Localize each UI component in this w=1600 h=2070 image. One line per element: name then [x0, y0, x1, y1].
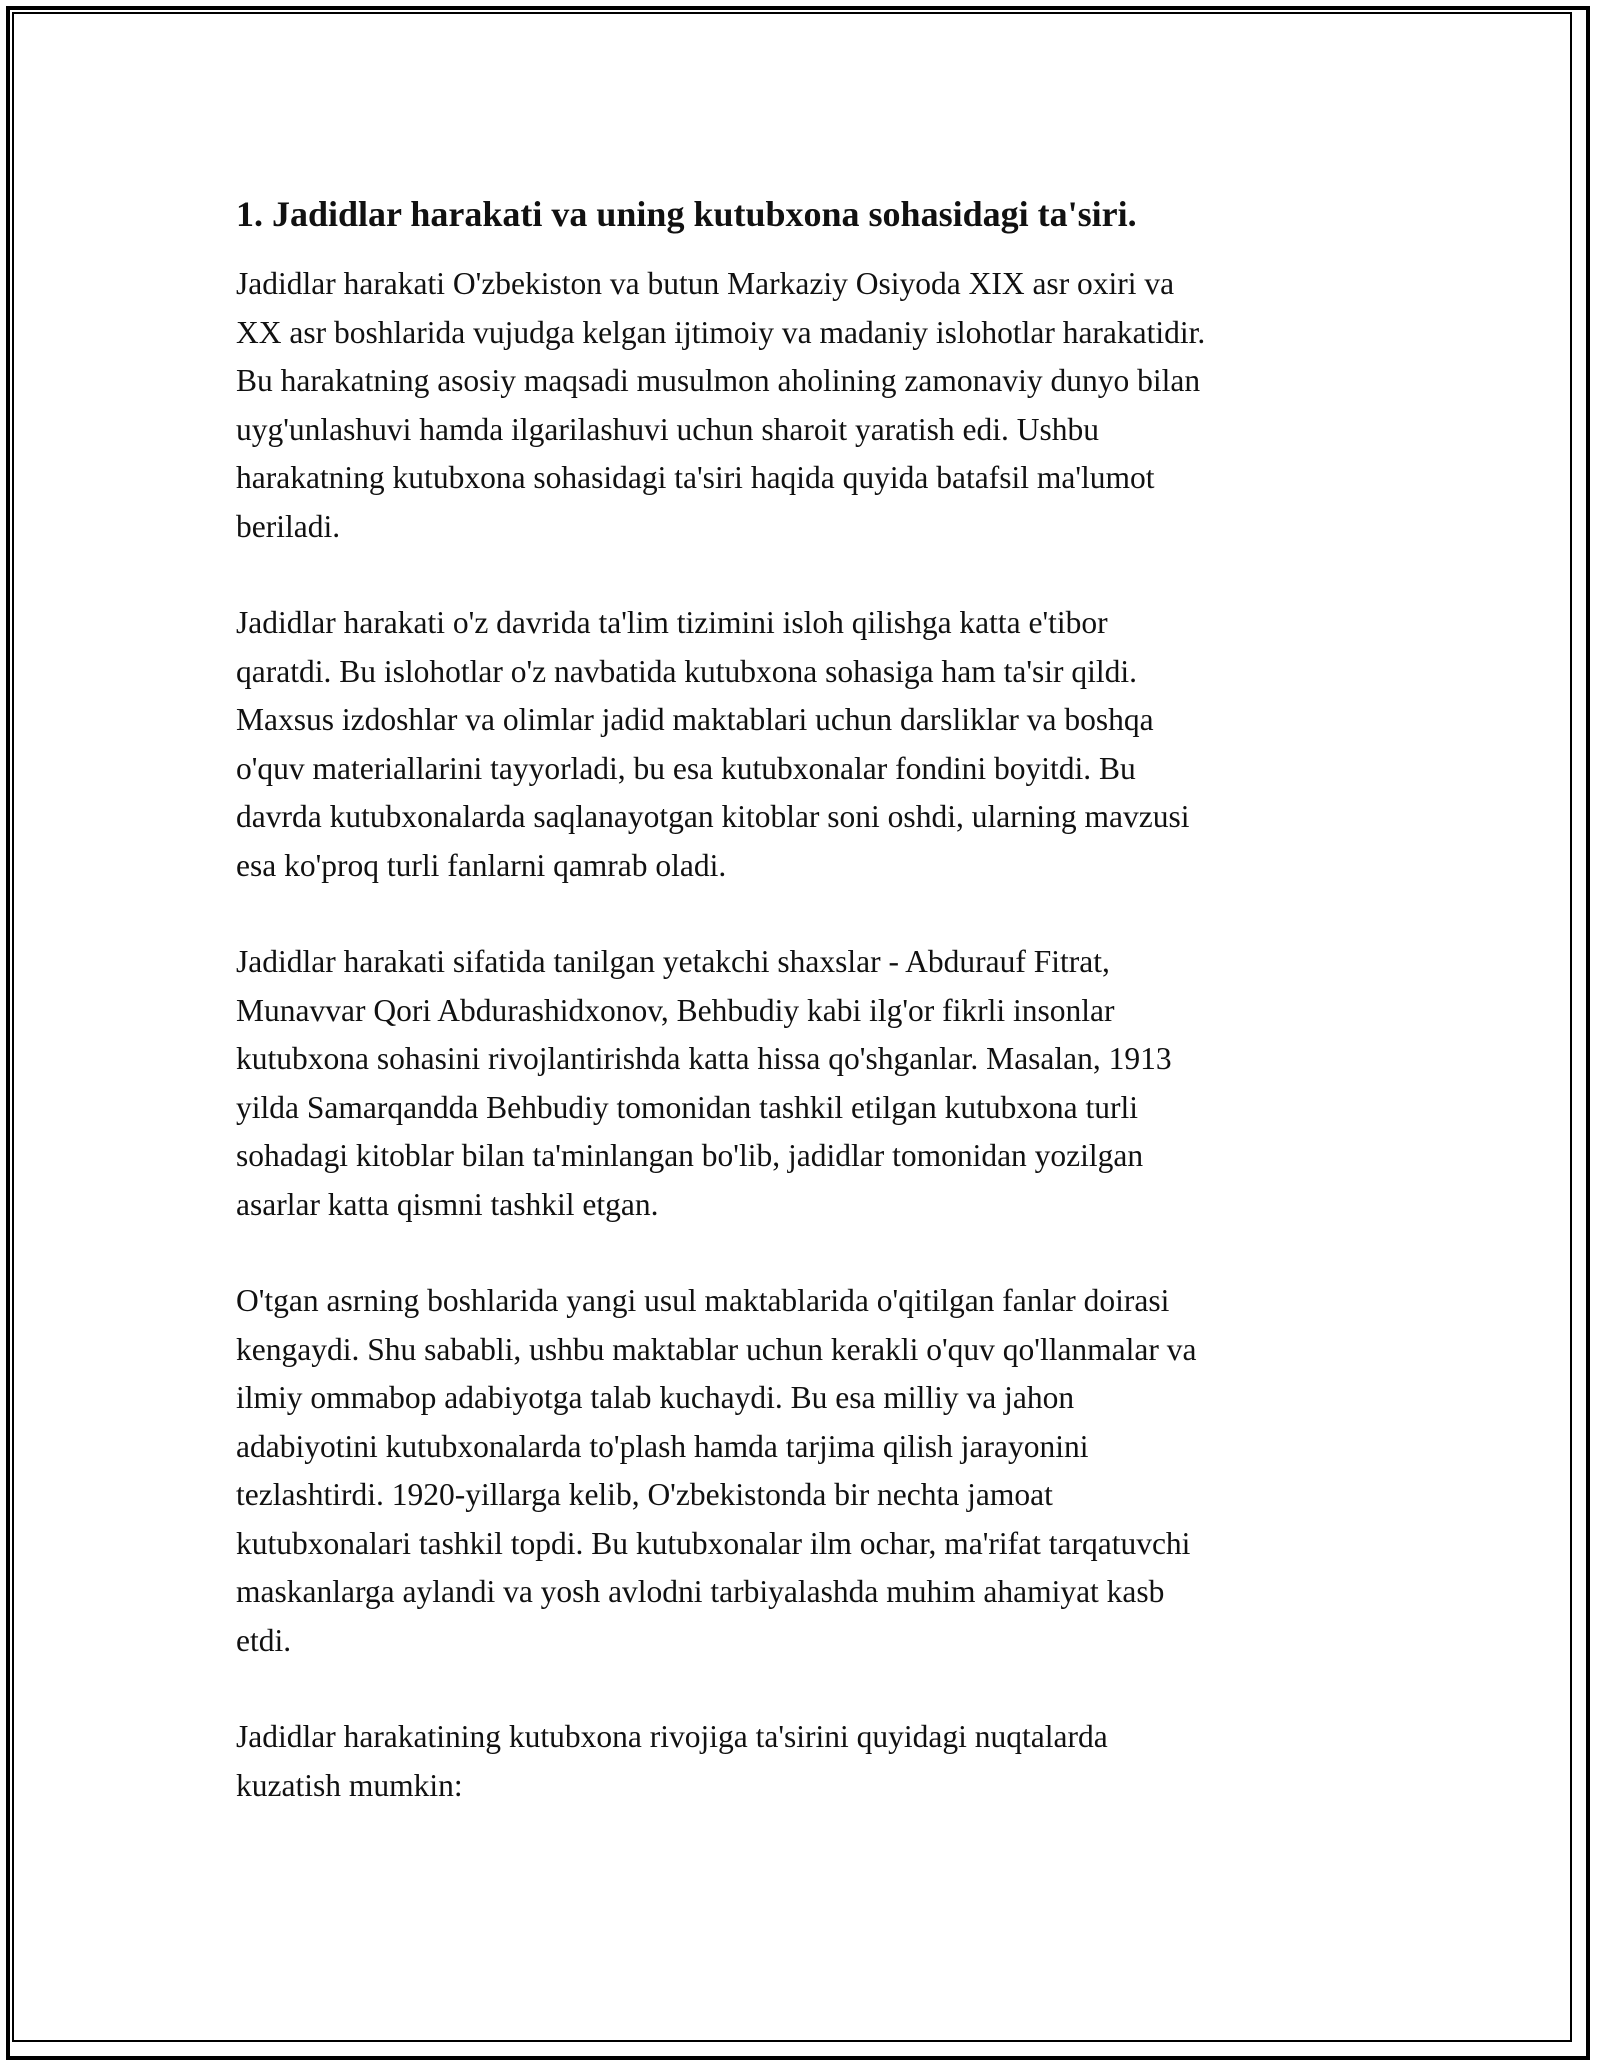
paragraph-line: Jadidlar harakati O'zbekiston va butun Markaziy Osiyoda XIX asr oxiri va: [236, 266, 1175, 301]
paragraph-line: kuzatish mumkin:: [236, 1767, 463, 1803]
section-heading: 1. Jadidlar harakati va uning kutubxona sohasidagi ta'siri.: [236, 194, 1137, 234]
paragraph-line: adabiyotini kutubxonalarda to'plash hamda tarjima qilish jarayonini: [236, 1428, 1089, 1464]
paragraph-line: qaratdi. Bu islohotlar o'z navbatida kutubxona sohasiga ham ta'sir qildi.: [236, 653, 1138, 689]
paragraph-line: asarlar katta qismni tashkil etgan.: [236, 1186, 659, 1222]
paragraph-line: tezlashtirdi. 1920-yillarga kelib, O'zbekistonda bir nechta jamoat: [236, 1477, 1053, 1512]
paragraph-line: kengaydi. Shu sababli, ushbu maktablar uchun kerakli o'quv qo'llanmalar va: [236, 1331, 1197, 1367]
paragraph-line: XX asr boshlarida vujudga kelgan ijtimoiy va madaniy islohotlar harakatidir.: [236, 314, 1206, 350]
paragraph-line: ilmiy ommabop adabiyotga talab kuchaydi. Bu esa milliy va jahon: [236, 1380, 1075, 1415]
paragraph-line: esa ko'proq turli fanlarni qamrab oladi.: [236, 847, 727, 883]
paragraph-line: Jadidlar harakati o'z davrida ta'lim tizimini isloh qilishga katta e'tibor: [236, 605, 1108, 640]
paragraph-line: harakatning kutubxona sohasidagi ta'siri haqida quyida batafsil ma'lumot: [236, 460, 1155, 495]
paragraph: [236, 938, 1386, 1229]
paragraph: [236, 1713, 1386, 1810]
paragraph-line: maskanlarga aylandi va yosh avlodni tarbiyalashda muhim ahamiyat kasb: [236, 1574, 1165, 1609]
paragraph-line: kutubxonalari tashkil topdi. Bu kutubxonalar ilm ochar, ma'rifat tarqatuvchi: [236, 1525, 1191, 1561]
paragraph-line: Maxsus izdoshlar va olimlar jadid maktablari uchun darsliklar va boshqa: [236, 702, 1154, 737]
paragraph-list: [236, 260, 1386, 1810]
paragraph: [236, 599, 1386, 890]
paragraph-line: uyg'unlashuvi hamda ilgarilashuvi uchun sharoit yaratish edi. Ushbu: [236, 411, 1100, 447]
paragraph: [236, 260, 1386, 551]
paragraph-line: Bu harakatning asosiy maqsadi musulmon aholining zamonaviy dunyo bilan: [236, 363, 1201, 398]
paragraph-line: Jadidlar harakatining kutubxona rivojiga ta'sirini quyidagi nuqtalarda: [236, 1719, 1108, 1754]
paragraph-line: Munavvar Qori Abdurashidxonov, Behbudiy kabi ilg'or fikrli insonlar: [236, 992, 1115, 1028]
paragraph-line: davrda kutubxonalarda saqlanayotgan kitoblar soni oshdi, ularning mavzusi: [236, 799, 1190, 834]
paragraph: [236, 1277, 1386, 1665]
paragraph-line: O'tgan asrning boshlarida yangi usul maktablarida o'qitilgan fanlar doirasi: [236, 1283, 1170, 1318]
paragraph-line: kutubxona sohasini rivojlantirishda katta hissa qo'shganlar. Masalan, 1913: [236, 1041, 1172, 1076]
paragraph-line: beriladi.: [236, 508, 341, 544]
document-body: [236, 190, 1386, 1858]
paragraph-line: Jadidlar harakati sifatida tanilgan yetakchi shaxslar - Abdurauf Fitrat,: [236, 944, 1110, 979]
paragraph-line: sohadagi kitoblar bilan ta'minlangan bo'lib, jadidlar tomonidan yozilgan: [236, 1138, 1144, 1173]
paragraph-line: etdi.: [236, 1622, 292, 1658]
paragraph-line: yilda Samarqandda Behbudiy tomonidan tashkil etilgan kutubxona turli: [236, 1089, 1138, 1125]
paragraph-line: o'quv materiallarini tayyorladi, bu esa kutubxonalar fondini boyitdi. Bu: [236, 750, 1136, 786]
